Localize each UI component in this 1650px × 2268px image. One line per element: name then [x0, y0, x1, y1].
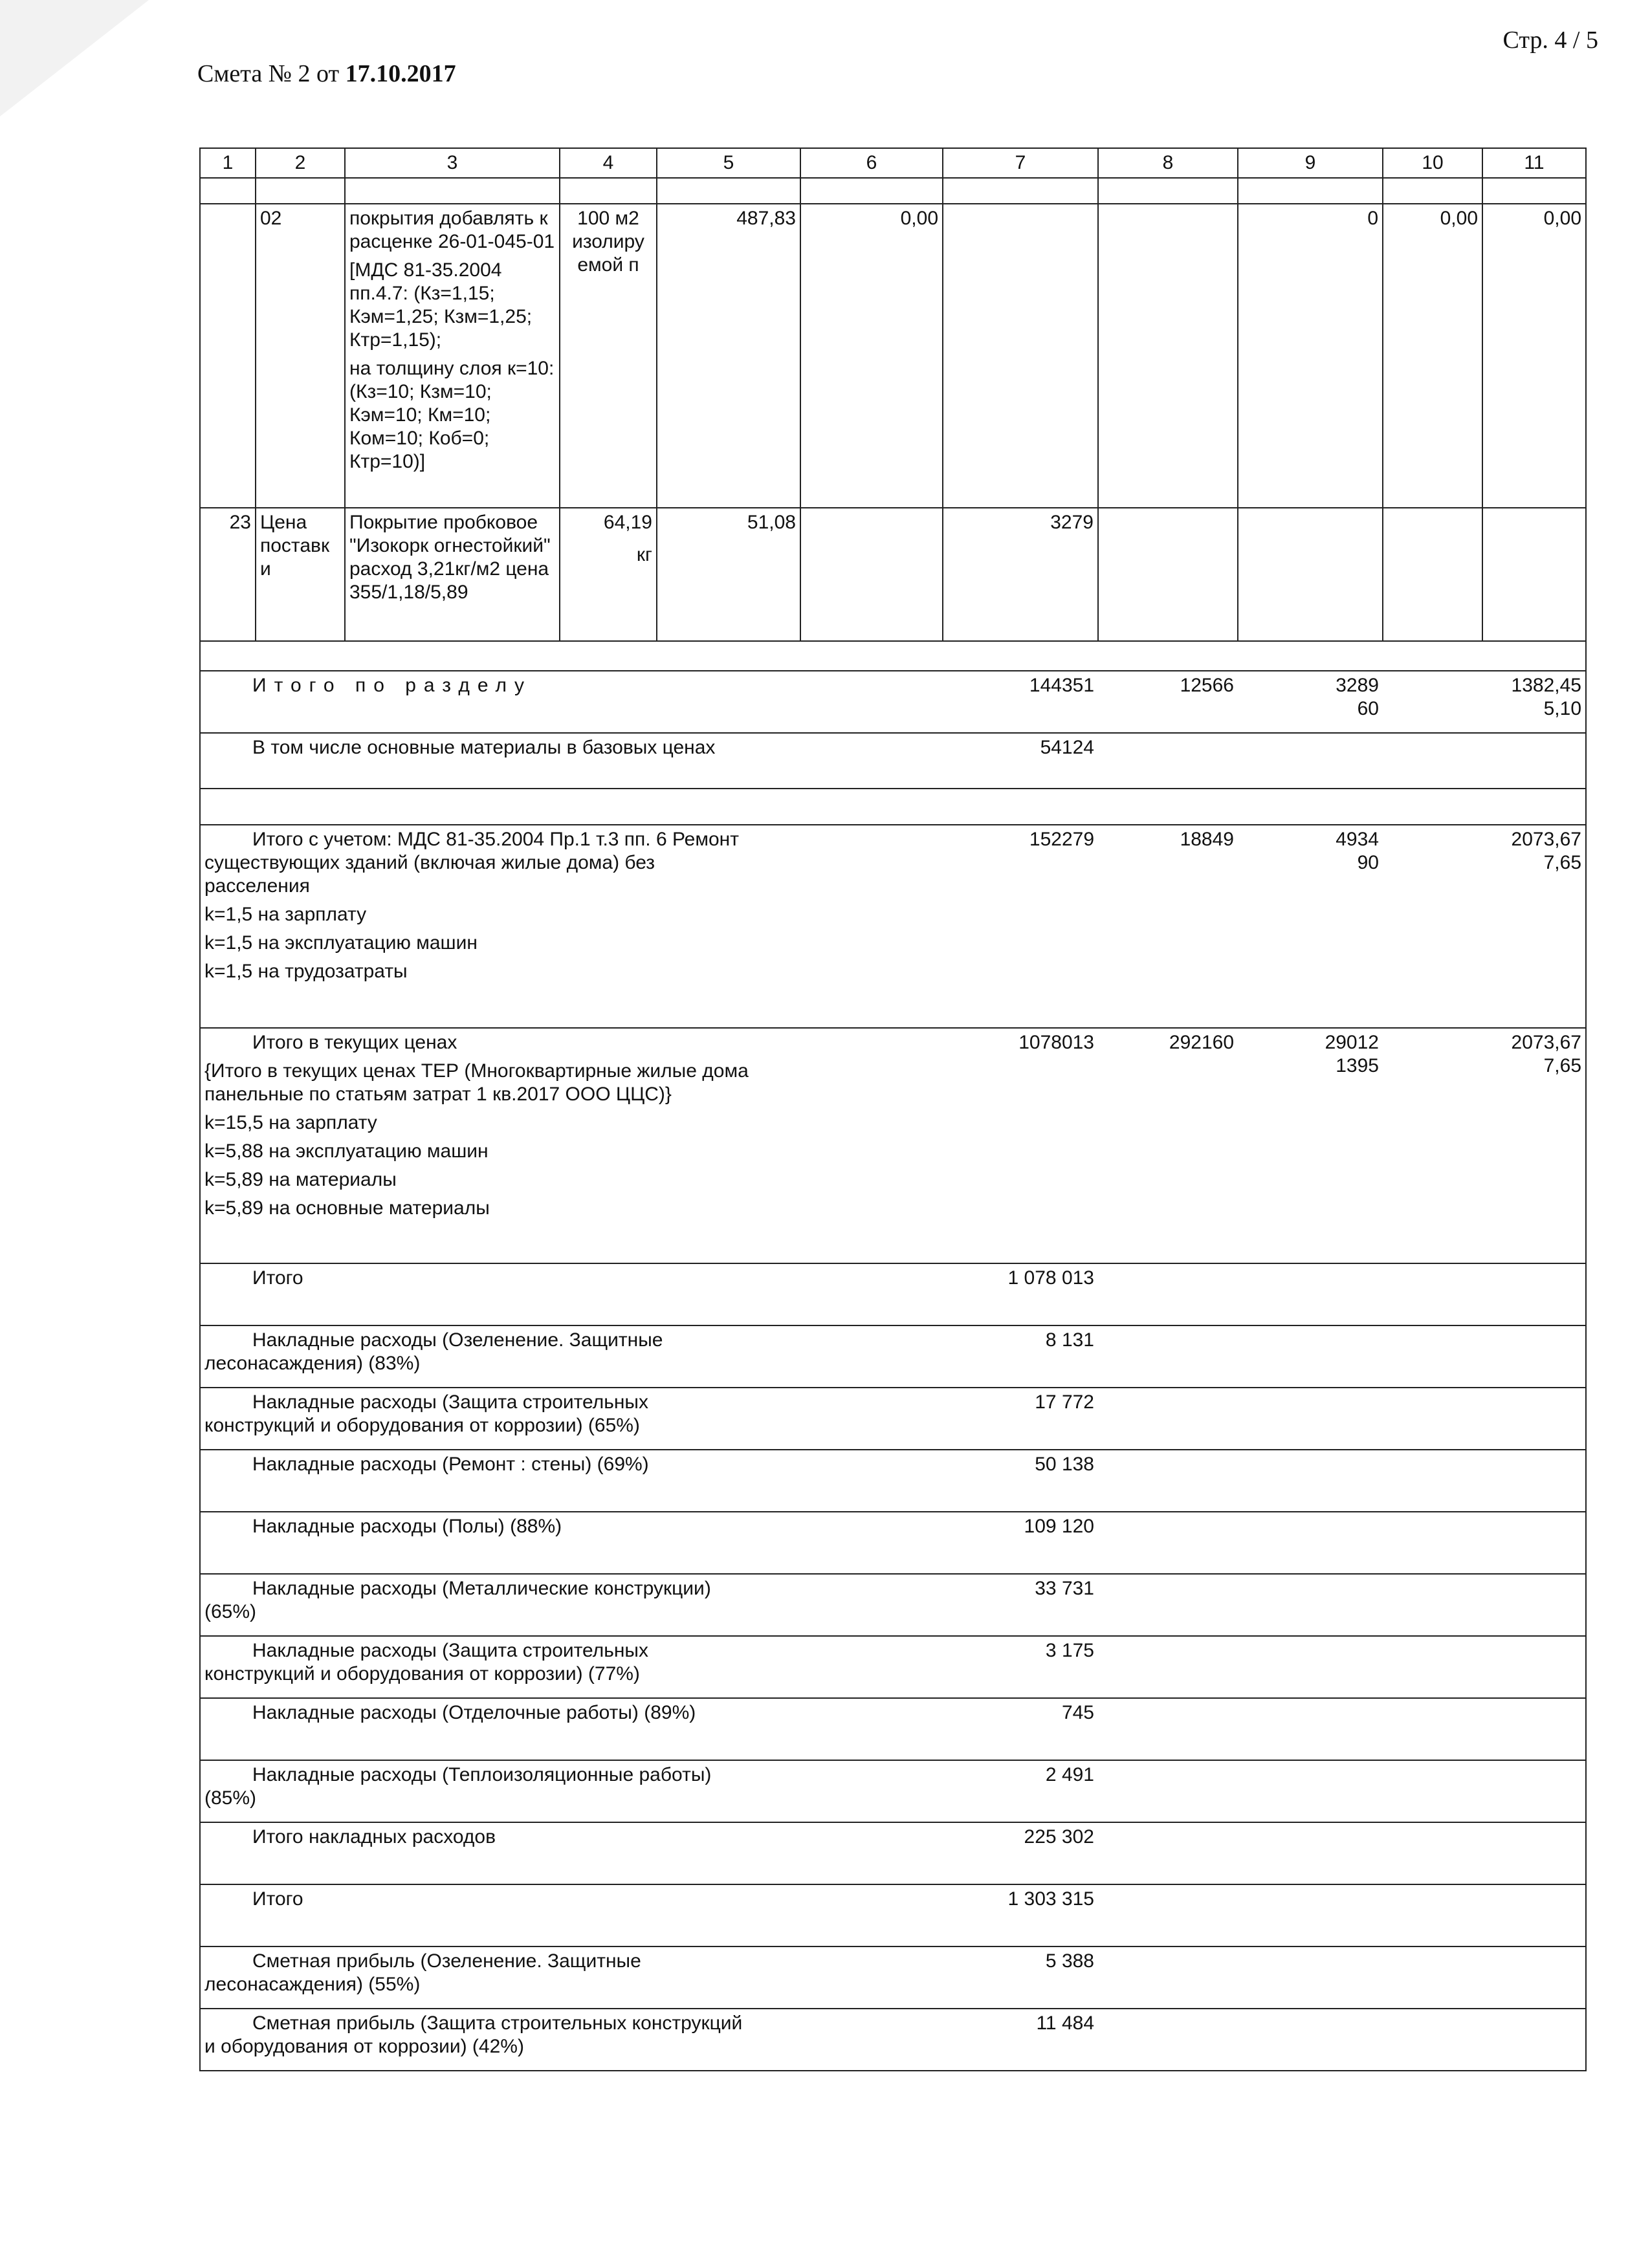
summary-row-value: 745 — [943, 1698, 1098, 1760]
summary-row-label: Накладные расходы (Отделочные работы) (89%) — [200, 1698, 943, 1760]
summary-row-value: 3 175 — [943, 1636, 1098, 1698]
column-number-row — [200, 148, 1586, 178]
summary-row — [200, 1450, 1586, 1512]
summary-row-value: 225 302 — [943, 1822, 1098, 1884]
summary-row-value: 1 303 315 — [943, 1884, 1098, 1946]
summary-row — [200, 1698, 1586, 1760]
cell-c8: 292160 — [1098, 1028, 1238, 1263]
base-materials-label: В том числе основные материалы в базовых ценах — [200, 733, 943, 789]
summary-row-label: Накладные расходы (Озеленение. Защитные лесонасаждения) (83%) — [200, 1325, 943, 1388]
row-code: 02 — [256, 204, 345, 508]
summary-row — [200, 1388, 1586, 1450]
col-header-4: 4 — [560, 148, 657, 178]
summary-row — [200, 1884, 1586, 1946]
cell-c7: 3279 — [943, 508, 1098, 641]
col-header-9: 9 — [1238, 148, 1383, 178]
row-description: покрытия добавлять к расценке 26-01-045-01 [МДС 81-35.2004 пп.4.7: (Кз=1,15; Кэм=1,25; Кзм=1,25; Ктр=1,15); на толщину слоя к=10: (Кз=10; Кзм=10; Кэм=10; Км=10; Ком=10; Коб=0; Ктр=10)] — [345, 204, 560, 508]
cell-c9: 3289 60 — [1238, 671, 1383, 733]
summary-row — [200, 1325, 1586, 1388]
summary-row-label: Накладные расходы (Металлические конструкции) (65%) — [200, 1574, 943, 1636]
cell-c7: 152279 — [943, 825, 1098, 1028]
summary-row-value: 5 388 — [943, 1946, 1098, 2009]
col-header-7: 7 — [943, 148, 1098, 178]
summary-row — [200, 1263, 1586, 1325]
summary-row — [200, 2009, 1586, 2071]
summary-row — [200, 1822, 1586, 1884]
summary-row-label: Итого — [200, 1263, 943, 1325]
total-current-row — [200, 1028, 1586, 1263]
cell-c10: 0,00 — [1383, 204, 1482, 508]
blank-row — [200, 789, 1586, 825]
cell-c6: 0,00 — [800, 204, 943, 508]
table-row — [200, 508, 1586, 641]
summary-row-value: 17 772 — [943, 1388, 1098, 1450]
summary-row — [200, 1946, 1586, 2009]
col-header-8: 8 — [1098, 148, 1238, 178]
summary-row-value: 33 731 — [943, 1574, 1098, 1636]
total-mds-label: Итого с учетом: МДС 81-35.2004 Пр.1 т.3 пп. 6 Ремонт существующих зданий (включая жилые дома) без расселения k=1,5 на зарплату k=1,5 на эксплуатацию машин k=1,5 на трудозатраты — [200, 825, 943, 1028]
scan-fold-corner — [0, 0, 149, 116]
cell-c9: 4934 90 — [1238, 825, 1383, 1028]
summary-row-label: Накладные расходы (Полы) (88%) — [200, 1512, 943, 1574]
blank-row — [200, 178, 1586, 204]
cell-c11: 2073,67 7,65 — [1482, 1028, 1586, 1263]
doc-date: 17.10.2017 — [345, 60, 456, 87]
summary-row-value: 8 131 — [943, 1325, 1098, 1388]
doc-title-prefix: Смета № 2 от — [197, 60, 346, 87]
cell-c9: 29012 1395 — [1238, 1028, 1383, 1263]
summary-row-label: Итого — [200, 1884, 943, 1946]
col-header-2: 2 — [256, 148, 345, 178]
cell-c8: 12566 — [1098, 671, 1238, 733]
row-quantity-unit — [560, 508, 657, 641]
cell-c8: 18849 — [1098, 825, 1238, 1028]
col-header-1: 1 — [200, 148, 256, 178]
cell-c9: 0 — [1238, 204, 1383, 508]
page-number: Стр. 4 / 5 — [1502, 27, 1598, 54]
row-unit: кг — [636, 544, 652, 565]
summary-row-value: 2 491 — [943, 1760, 1098, 1822]
summary-row-value: 11 484 — [943, 2009, 1098, 2071]
document-title — [197, 60, 456, 88]
base-materials-row — [200, 733, 1586, 789]
total-current-label: Итого в текущих ценах {Итого в текущих ценах ТЕР (Многоквартирные жилые дома панельные по статьям затрат 1 кв.2017 ООО ЦЦС)} k=15,5 на зарплату k=5,88 на эксплуатацию машин k=5,89 на материалы k=5,89 на основные материалы — [200, 1028, 943, 1263]
row-unit: 100 м2 изолиру емой п — [560, 204, 657, 508]
col-header-3: 3 — [345, 148, 560, 178]
summary-row-label: Накладные расходы (Защита строительных конструкций и оборудования от коррозии) (77%) — [200, 1636, 943, 1698]
cell-c11: 2073,67 7,65 — [1482, 825, 1586, 1028]
section-total-label: Итого по разделу — [200, 671, 943, 733]
total-mds-row — [200, 825, 1586, 1028]
estimate-table — [199, 147, 1587, 2071]
cell-c11: 1382,45 5,10 — [1482, 671, 1586, 733]
row-quantity: 64,19 — [603, 512, 652, 533]
summary-row-label: Накладные расходы (Теплоизоляционные работы) (85%) — [200, 1760, 943, 1822]
cell-c7: 144351 — [943, 671, 1098, 733]
summary-row — [200, 1574, 1586, 1636]
row-description: Покрытие пробковое "Изокорк огнестойкий" расход 3,21кг/м2 цена 355/1,18/5,89 — [345, 508, 560, 641]
row-code: Цена поставк и — [256, 508, 345, 641]
cell-c5: 487,83 — [657, 204, 800, 508]
summary-row-label: Итого накладных расходов — [200, 1822, 943, 1884]
summary-row — [200, 1512, 1586, 1574]
table-row — [200, 204, 1586, 508]
summary-row — [200, 1760, 1586, 1822]
col-header-10: 10 — [1383, 148, 1482, 178]
summary-row-value: 50 138 — [943, 1450, 1098, 1512]
col-header-6: 6 — [800, 148, 943, 178]
summary-row-label: Накладные расходы (Защита строительных конструкций и оборудования от коррозии) (65%) — [200, 1388, 943, 1450]
summary-row-label: Накладные расходы (Ремонт : стены) (69%) — [200, 1450, 943, 1512]
cell-c11: 0,00 — [1482, 204, 1586, 508]
section-total-row — [200, 671, 1586, 733]
cell-c5: 51,08 — [657, 508, 800, 641]
summary-row-label: Сметная прибыль (Озеленение. Защитные лесонасаждения) (55%) — [200, 1946, 943, 2009]
summary-row-label: Сметная прибыль (Защита строительных конструкций и оборудования от коррозии) (42%) — [200, 2009, 943, 2071]
col-header-11: 11 — [1482, 148, 1586, 178]
cell-c7: 54124 — [943, 733, 1098, 789]
summary-row-value: 1 078 013 — [943, 1263, 1098, 1325]
summary-row-value: 109 120 — [943, 1512, 1098, 1574]
cell-c7: 1078013 — [943, 1028, 1098, 1263]
summary-row — [200, 1636, 1586, 1698]
col-header-5: 5 — [657, 148, 800, 178]
blank-row — [200, 641, 1586, 671]
summary-rows — [200, 1263, 1586, 2071]
row-number: 23 — [200, 508, 256, 641]
